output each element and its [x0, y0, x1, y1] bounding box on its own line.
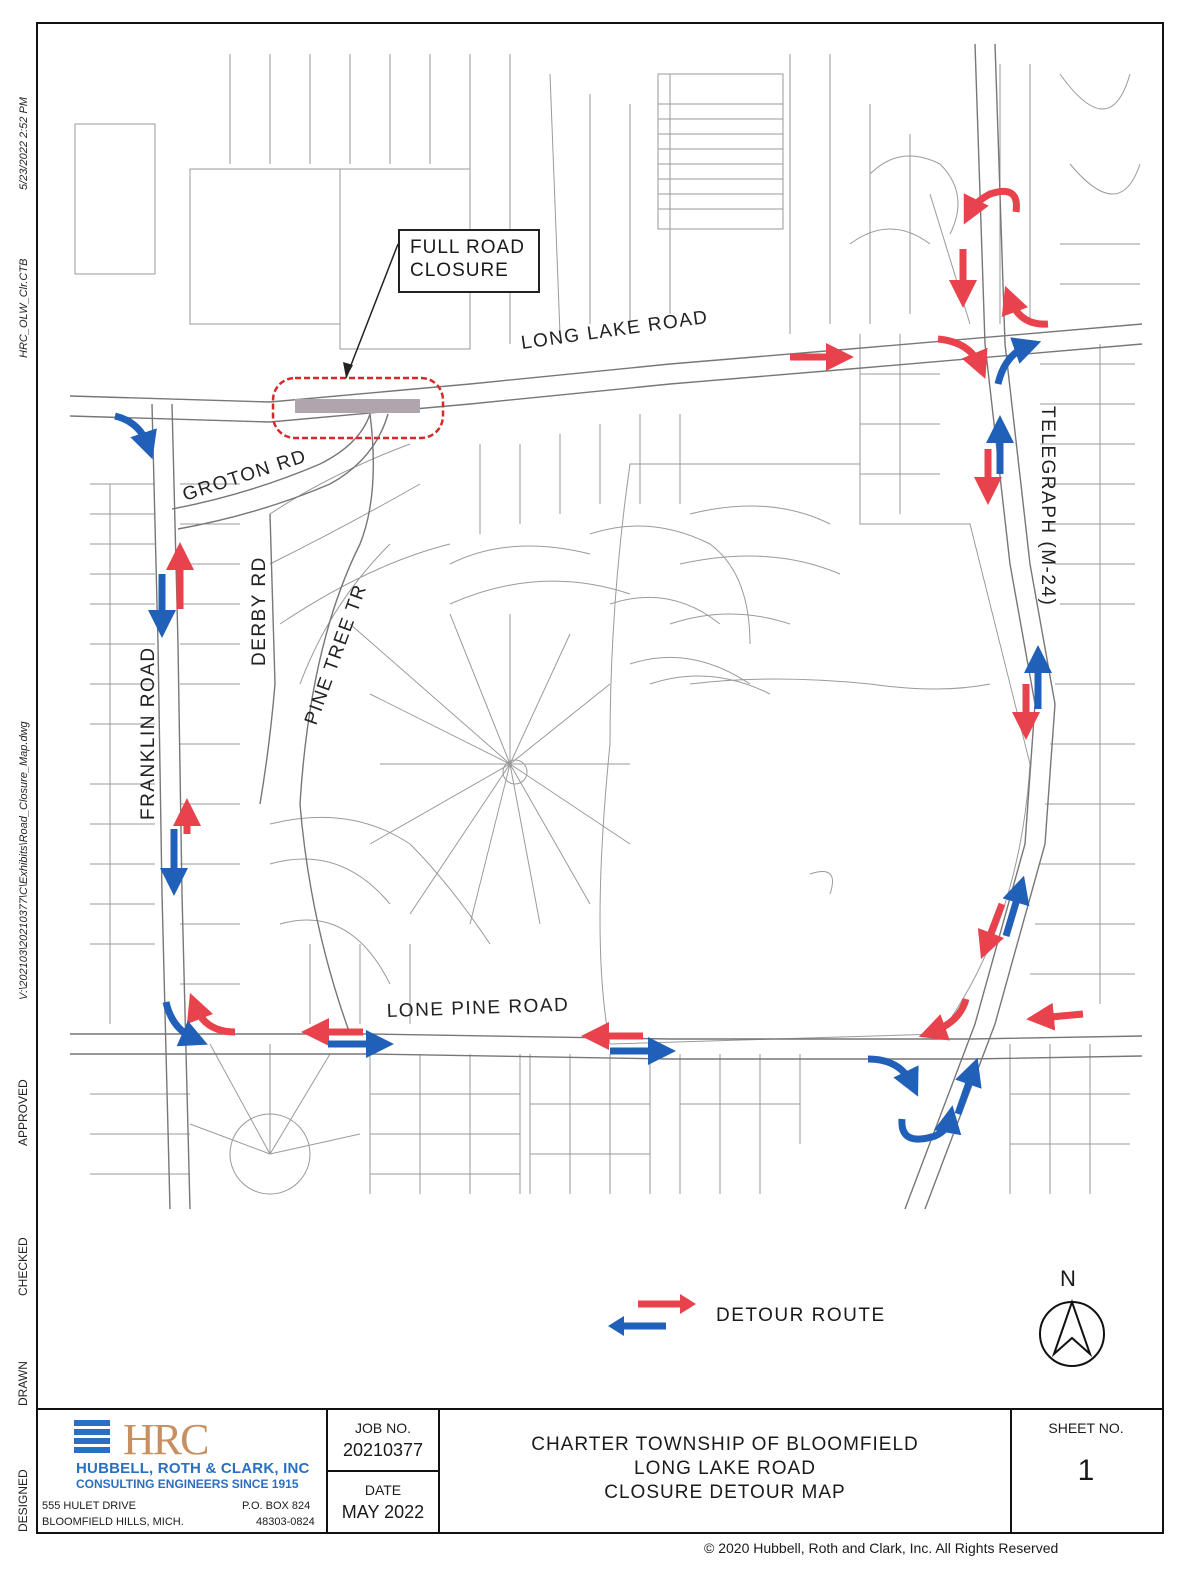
sheet-no-label: SHEET NO. [1048, 1420, 1124, 1436]
sheet-no-value: 1 [1077, 1454, 1095, 1487]
detour-legend-icon [600, 1290, 700, 1340]
legend-label: DETOUR ROUTE [716, 1305, 886, 1326]
job-date-divider [328, 1470, 438, 1472]
address-city: BLOOMFIELD HILLS, MICH. [42, 1516, 184, 1528]
title-line-2: LONG LAKE ROAD [634, 1458, 816, 1479]
parcel-lines [75, 54, 1140, 1194]
title-line-1: CHARTER TOWNSHIP OF BLOOMFIELD [531, 1434, 919, 1455]
drawing-title-block [440, 1410, 1012, 1532]
map-canvas [70, 44, 1142, 1209]
lone-pine-road-label: LONE PINE ROAD [386, 994, 570, 1022]
plot-timestamp: 5/23/2022 2:52 PM [18, 97, 30, 190]
closure-callout [398, 229, 540, 293]
company-tagline: CONSULTING ENGINEERS SINCE 1915 [76, 1477, 299, 1491]
job-no-label: JOB NO. [354, 1420, 411, 1436]
date-value: MAY 2022 [341, 1502, 425, 1522]
telegraph-label: TELEGRAPH (M-24) [1037, 406, 1058, 607]
address-street: 555 HULET DRIVE [42, 1500, 136, 1512]
pine-tree-tr-label: PINE TREE TR [300, 581, 372, 728]
job-no-value: 20210377 [342, 1440, 424, 1460]
detour-map [70, 44, 1142, 1209]
closure-area [273, 378, 443, 438]
drawing-file-path: V:\202103\20210377\C\Exhibits\Road_Closure_Map.dwg [18, 721, 30, 1000]
hrc-logo-text: HRC [123, 1415, 208, 1464]
hrc-stripes-icon [74, 1420, 114, 1456]
long-lake-road-label: LONG LAKE ROAD [519, 306, 710, 354]
plot-style-file: HRC_OLW_Clr.CTB [18, 258, 30, 358]
title-line-3: CLOSURE DETOUR MAP [604, 1482, 846, 1503]
copyright-notice: © 2020 Hubbell, Roth and Clark, Inc. All Rights Reserved [704, 1540, 1059, 1556]
address-zip: 48303-0824 [256, 1516, 315, 1528]
sheet-number-block [1012, 1410, 1162, 1532]
drawn-label: DRAWN [16, 1361, 30, 1406]
franklin-road-label: FRANKLIN ROAD [138, 646, 159, 820]
checked-label: CHECKED [16, 1237, 30, 1296]
company-logo-block [38, 1410, 328, 1532]
title-block [36, 1410, 1164, 1534]
derby-rd-label: DERBY RD [249, 556, 270, 666]
north-label: N [1060, 1266, 1076, 1291]
job-date-block [328, 1410, 440, 1532]
north-arrow-icon [1036, 1298, 1108, 1370]
date-label: DATE [364, 1482, 402, 1498]
groton-rd-label: GROTON RD [180, 445, 310, 506]
approved-label: APPROVED [16, 1079, 30, 1146]
designed-label: DESIGNED [16, 1469, 30, 1532]
callout-leader [346, 244, 398, 378]
callout-line-1: FULL ROAD [410, 237, 525, 258]
callout-line-2: CLOSURE [410, 260, 509, 281]
company-name: HUBBELL, ROTH & CLARK, INC [76, 1460, 310, 1477]
address-po-box: P.O. BOX 824 [242, 1500, 311, 1512]
